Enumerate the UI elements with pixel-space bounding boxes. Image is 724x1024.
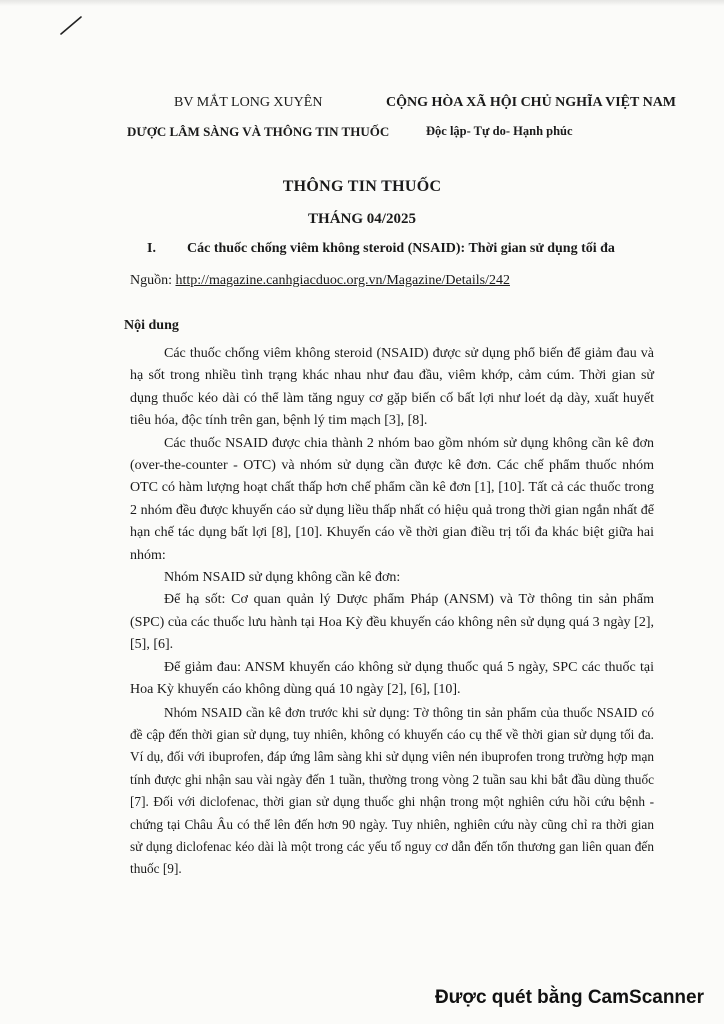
paragraph: Để giảm đau: ANSM khuyến cáo không sử dụng thuốc quá 5 ngày, SPC các thuốc tại Hoa Kỳ khuyến cáo không dùng quá 10 ngày [2], [6], [10]. xyxy=(130,659,654,698)
national-motto: Độc lập- Tự do- Hạnh phúc xyxy=(426,124,573,138)
section-heading xyxy=(147,241,615,257)
paragraph: Để hạ sốt: Cơ quan quản lý Dược phẩm Pháp (ANSM) và Tờ thông tin sản phẩm (SPC) của các thuốc lưu hành tại Hoa Kỳ đều khuyến cáo không nên sử dụng quá 3 ngày [2], [5], [6]. xyxy=(130,592,654,653)
paragraph: Các thuốc NSAID được chia thành 2 nhóm bao gồm nhóm sử dụng không cần kê đơn (over-the-counter - OTC) và nhóm sử dụng cần được kê đơn. Các chế phẩm thuốc nhóm OTC có hàm lượng hoạt chất thấp hơn chế phẩm cần kê đơn [1], [10]. Tất cả các thuốc trong 2 nhóm đều được khuyến cáo sử dụng liều thấp nhất có hiệu quả trong thời gian ngắn nhất để hạn chế tác dụng bất lợi [8], [10]. Khuyến cáo về thời gian điều trị tối đa khác biệt giữa hai nhóm: xyxy=(130,435,654,563)
source-label: Nguồn: xyxy=(130,273,172,288)
document-title: THÔNG TIN THUỐC xyxy=(282,178,442,195)
body-text xyxy=(130,343,654,881)
paragraph: Nhóm NSAID cần kê đơn trước khi sử dụng: Tờ thông tin sản phẩm của thuốc NSAID có đề cập đến thời gian sử dụng, tuy nhiên, không có khuyến cáo cụ thể về thời gian sử dụng tối đa. Ví dụ, đối với ibuprofen, đáp ứng lâm sàng khi sử dụng viên nén ibuprofen trong trường hợp mạn tính được ghi nhận sau vài ngày đến 1 tuần, thường trong vòng 2 tuần sau khi bắt đầu dùng thuốc [7]. Đối với diclofenac, thời gian sử dụng thuốc ghi nhận trong một nghiên cứu hồi cứu bệnh - chứng tại Châu Âu có thể lên đến hơn 90 ngày. Tuy nhiên, nghiên cứu này cũng chỉ ra thời gian sử dụng diclofenac kéo dài là một trong các yếu tố nguy cơ dẫn đến tổn thương gan liên quan đến thuốc [9]. xyxy=(130,704,654,877)
section-title: Các thuốc chống viêm không steroid (NSAID): Thời gian sử dụng tối đa xyxy=(187,241,615,256)
source-link[interactable]: http://magazine.canhgiacduoc.org.vn/Magazine/Details/242 xyxy=(175,273,510,288)
paragraph: Các thuốc chống viêm không steroid (NSAID) được sử dụng phổ biến để giảm đau và hạ sốt trong nhiều tình trạng khác nhau như đau đầu, viêm khớp, cảm cúm. Thời gian sử dụng thuốc kéo dài có thể làm tăng nguy cơ gặp biến cố bất lợi như loét dạ dày, xuất huyết tiêu hóa, độc tính trên gan, bệnh lý tim mạch [3], [8]. xyxy=(130,346,654,429)
section-number: I. xyxy=(147,241,156,256)
document-month: THÁNG 04/2025 xyxy=(308,211,416,227)
content-heading: Nội dung xyxy=(124,318,179,333)
republic-name: CỘNG HÒA XÃ HỘI CHỦ NGHĨA VIỆT NAM xyxy=(386,95,677,110)
department-name: DƯỢC LÂM SÀNG VÀ THÔNG TIN THUỐC xyxy=(127,124,390,139)
scan-top-edge xyxy=(0,0,724,6)
camscanner-watermark: Được quét bằng CamScanner xyxy=(434,987,704,1008)
pen-stroke-mark xyxy=(60,14,82,36)
source-line xyxy=(130,273,510,289)
paragraph: Nhóm NSAID sử dụng không cần kê đơn: xyxy=(164,570,401,586)
hospital-name: BV MẮT LONG XUYÊN xyxy=(174,95,323,110)
